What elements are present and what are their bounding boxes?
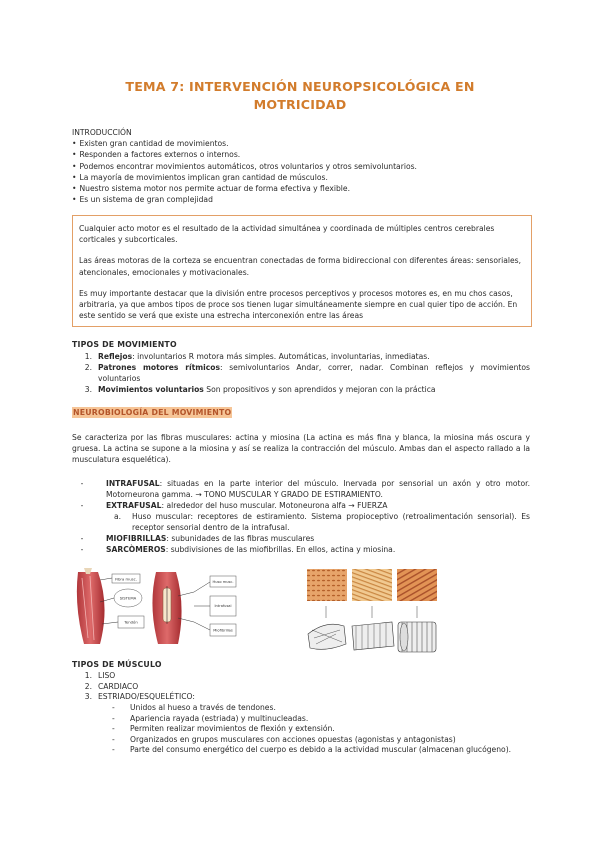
connector-line — [102, 622, 118, 624]
list-item-text: Apariencia rayada (estriada) y multinucleadas. — [130, 713, 309, 723]
intro-list — [72, 138, 542, 205]
list-item — [72, 745, 532, 756]
estriado-sublist — [72, 703, 532, 756]
intro-heading: INTRODUCCIÓN — [72, 128, 132, 137]
term-description: : semivoluntarios Andar, correr, nadar. Combinan reflejos y movimientos voluntarios — [98, 363, 530, 383]
tipos-movimiento-list — [72, 351, 530, 395]
tipos-musculo-list — [72, 671, 532, 703]
label-box — [118, 616, 144, 628]
sub-item-text: Huso muscular: receptores de estiramiento. Sistema propioceptivo (retroalimentación sensorial). Es receptor sensorial dentro de la intrafusal. — [132, 512, 530, 532]
term: Reflejos — [98, 352, 133, 361]
list-item: • La mayoría de movimientos implican gran cantidad de músculos. — [72, 172, 542, 183]
dash-marker: - — [112, 703, 115, 712]
cardiac-fiber-drawing — [352, 622, 394, 650]
label-box — [112, 574, 140, 583]
term-description: : subdivisiones de las miofibrillas. En ellos, actina y miosina. — [165, 545, 396, 554]
term-description: Son propositivos y son aprendidos y mejoran con la práctica — [203, 385, 436, 394]
list-number: 3. — [84, 385, 92, 394]
diagram-label: Miofibrillas — [213, 628, 233, 633]
dash-marker: - — [80, 545, 84, 554]
list-item — [72, 362, 530, 384]
tipos-movimiento-heading: TIPOS DE MOVIMIENTO — [72, 340, 177, 349]
list-item-text: Unidos al hueso a través de tendones. — [130, 703, 276, 712]
page-title: TEMA 7: INTERVENCIÓN NEUROPSICOLÓGICA EN MOTRICIDAD — [125, 79, 475, 112]
dash-marker: - — [80, 479, 84, 488]
list-number: 1. — [84, 352, 92, 361]
list-item — [72, 724, 532, 735]
diagram-label: Tendón — [124, 619, 138, 625]
callout-paragraph: Es muy importante destacar que la división entre procesos perceptivos y procesos motores es, en mu chos casos, arbitraria, ya que ambos tipos de proce sos tienen lugar simultáneamente siempre en cual quier tipo de acción. En este sentido se verá que existe una estrecha interconexión entre las áreas — [79, 288, 518, 321]
list-number: 3. — [84, 692, 92, 702]
dash-marker: - — [112, 734, 115, 744]
dash-marker: - — [112, 745, 115, 755]
smooth-muscle-photo — [307, 569, 347, 601]
label-circle — [114, 589, 142, 607]
list-item — [72, 544, 530, 555]
list-item: • Nuestro sistema motor nos permite actuar de forma efectiva y flexible. — [72, 183, 542, 194]
callout-box — [72, 215, 532, 327]
muscle-illustration — [77, 568, 105, 644]
list-item-text: ESTRIADO/ESQUELÉTICO: — [98, 692, 195, 702]
list-item — [72, 703, 532, 714]
list-item-text: LISO — [98, 671, 116, 680]
skeletal-muscle-photo — [397, 569, 437, 601]
muscle-spindle-illustration — [152, 572, 181, 644]
connector-line — [100, 578, 112, 580]
neurobiologia-heading: NEUROBIOLOGÍA DEL MOVIMIENTO — [73, 408, 232, 417]
dash-marker: - — [80, 501, 84, 510]
list-item-text: Permiten realizar movimientos de flexión y extensión. — [130, 724, 335, 734]
term: SARCÒMEROS — [106, 545, 166, 554]
diagram-label: SISTEMA — [119, 595, 137, 601]
term-description: : situadas en la parte interior del músculo. Inervada por sensorial un axón y otro motor. Motorneurona gamma. → TONO MUSCULAR Y GRADO DE ESTIRAMIENTO. — [106, 479, 530, 499]
term: Patrones motores rítmicos — [98, 363, 221, 372]
skeletal-fiber-drawing — [398, 622, 436, 652]
diagram-label: Intrafusal — [214, 604, 232, 608]
neurobiologia-paragraph: Se caracteriza por las fibras musculares: actina y miosina (La actina es más fina y blanca, la miosina más oscura y gruesa. La actina se supone a la miosina y así se realiza la contracción del músculo. Ambas dan el aspecto rallado a la musculatura esquelética). — [72, 433, 530, 465]
callout-paragraph: Cualquier acto motor es el resultado de la actividad simultánea y coordinada de múltiples centros cerebrales corticales y subcorticales. — [79, 224, 495, 245]
fibras-list — [72, 478, 530, 555]
muscle-fiber-drawings — [306, 604, 438, 658]
muscle-tissue-photos — [306, 568, 438, 602]
list-item — [72, 500, 530, 511]
diagram-label: Huso musc. — [212, 580, 234, 584]
list-item — [72, 714, 532, 725]
term-description: : subunidades de las fibras musculares — [166, 534, 315, 543]
list-item: • Responden a factores externos o internos. — [72, 149, 542, 160]
term-description: : alrededor del huso muscular. Motoneurona alfa → FUERZA — [161, 501, 388, 510]
list-item — [72, 692, 532, 703]
list-item-text: CARDIACO — [98, 681, 139, 691]
sub-marker: a. — [114, 512, 122, 521]
tipos-musculo-heading: TIPOS DE MÚSCULO — [72, 660, 162, 669]
list-number: 2. — [84, 363, 92, 372]
intro-section — [72, 127, 542, 205]
list-item — [72, 671, 532, 682]
muscle-structure-diagram — [70, 566, 268, 648]
list-item — [72, 478, 530, 500]
label-box — [210, 596, 236, 616]
list-number: 2. — [84, 681, 92, 691]
list-item — [72, 682, 532, 693]
term: EXTRAFUSAL — [106, 501, 162, 510]
term-description: : involuntarios R motora más simples. Automáticas, involuntarias, inmediatas. — [132, 352, 430, 361]
term: MIOFIBRILLAS — [106, 534, 167, 543]
connector-line — [194, 582, 210, 592]
list-item: • Podemos encontrar movimientos automáticos, otros voluntarios y otros semivoluntarios. — [72, 161, 542, 172]
list-item: • Es un sistema de gran complejidad — [72, 194, 542, 205]
label-box — [210, 576, 236, 587]
dash-marker: - — [112, 724, 115, 734]
diagram-label: Fibra musc. — [115, 576, 137, 582]
smooth-fiber-drawing — [308, 624, 346, 649]
list-item-text: Parte del consumo energético del cuerpo es debido a la actividad muscular (almacenan glucógeno). — [130, 745, 512, 755]
term: INTRAFUSAL — [106, 479, 160, 488]
list-item: • Existen gran cantidad de movimientos. — [72, 138, 542, 149]
list-number: 1. — [84, 671, 92, 680]
callout-paragraph: Las áreas motoras de la corteza se encuentran conectadas de forma bidireccional con diferentes áreas: sensoriales, atencionales, emocionales y motivacionales. — [79, 256, 522, 277]
term: Movimientos voluntarios — [98, 385, 204, 394]
label-box — [210, 624, 236, 636]
cardiac-muscle-photo — [352, 569, 392, 601]
connector-line — [194, 622, 210, 630]
sub-list-item — [72, 511, 530, 533]
list-item — [72, 533, 530, 544]
list-item — [72, 735, 532, 746]
list-item-text: Organizados en grupos musculares con acciones opuestas (agonistas y antagonistas) — [130, 734, 456, 744]
dash-marker: - — [80, 534, 84, 543]
list-item — [72, 351, 530, 362]
list-item — [72, 384, 530, 395]
dash-marker: - — [112, 713, 115, 723]
